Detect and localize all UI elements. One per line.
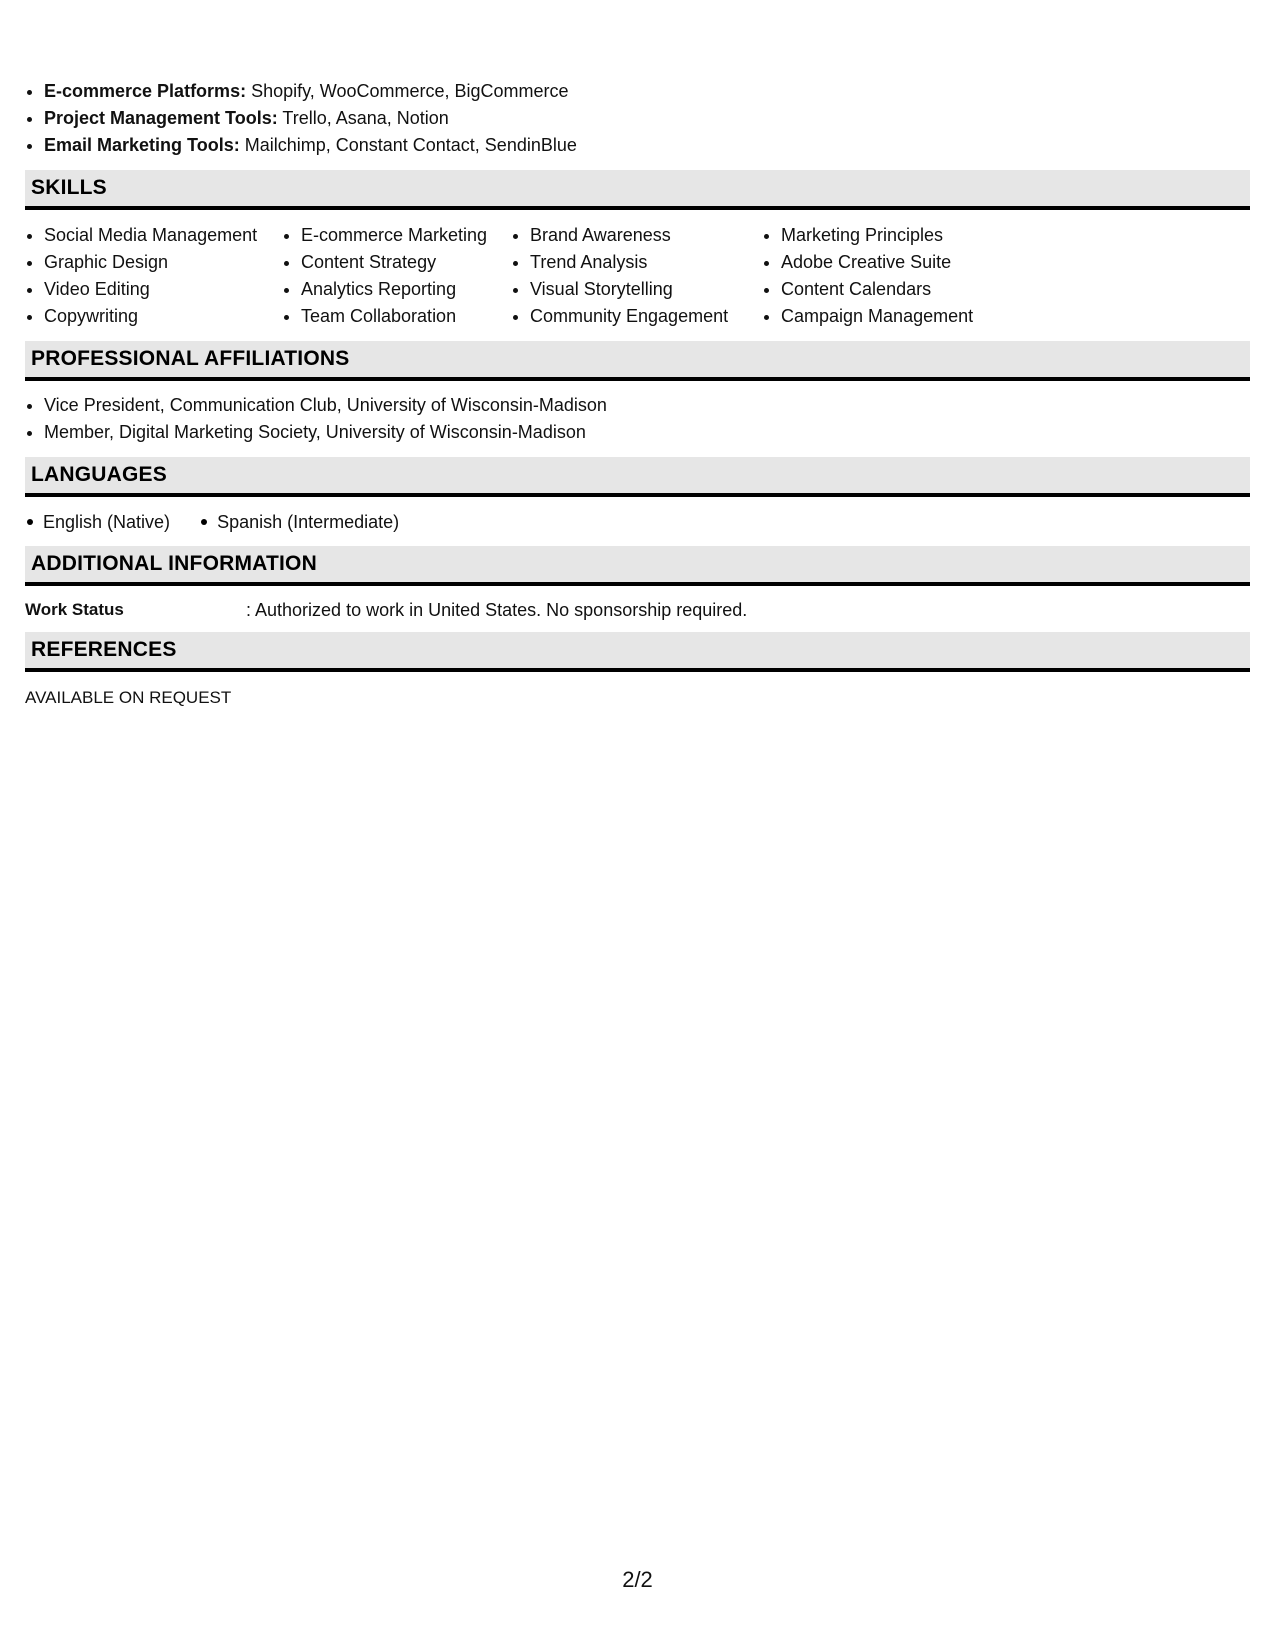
list-item: • Brand Awareness [530, 222, 728, 249]
section-title: PROFESSIONAL AFFILIATIONS [31, 347, 350, 370]
section-header-skills [25, 170, 1250, 210]
language-label: English (Native) [43, 512, 171, 532]
skills-column [762, 222, 973, 330]
languages-list [25, 509, 423, 536]
list-item [199, 509, 399, 536]
section-header-languages [25, 457, 1250, 497]
tool-value: Mailchimp, Constant Contact, SendinBlue [239, 135, 577, 155]
list-item [44, 132, 577, 159]
list-item: • Vice President, Communication Club, University of Wisconsin-Madison [44, 392, 607, 419]
tool-label: Project Management Tools: [44, 108, 278, 128]
section-header-affiliations [25, 341, 1250, 381]
list-item [44, 105, 577, 132]
list-item: • Adobe Creative Suite [781, 249, 973, 276]
references-text: AVAILABLE ON REQUEST [25, 688, 232, 707]
section-title: ADDITIONAL INFORMATION [31, 552, 317, 575]
section-title: LANGUAGES [31, 463, 167, 486]
skills-column [25, 222, 257, 330]
list-item: • Community Engagement [530, 303, 728, 330]
list-item: • Content Calendars [781, 276, 973, 303]
list-item [44, 78, 577, 105]
list-item: • Analytics Reporting [301, 276, 487, 303]
list-item: • Trend Analysis [530, 249, 728, 276]
work-status-value: : Authorized to work in United States. No sponsorship required. [246, 600, 748, 620]
tool-label: Email Marketing Tools: [44, 135, 240, 155]
list-item: • Video Editing [44, 276, 257, 303]
section-title: SKILLS [31, 176, 107, 199]
list-item [25, 509, 170, 536]
language-label: Spanish (Intermediate) [217, 512, 400, 532]
tool-value: Trello, Asana, Notion [277, 108, 449, 128]
list-item: • Graphic Design [44, 249, 257, 276]
skills-column [282, 222, 487, 330]
tool-label: E-commerce Platforms: [44, 81, 247, 101]
work-status-label: Work Status [25, 600, 124, 619]
list-item: • Campaign Management [781, 303, 973, 330]
skills-column [511, 222, 728, 330]
list-item: • Copywriting [44, 303, 257, 330]
tools-list [25, 78, 577, 159]
list-item: • Social Media Management [44, 222, 257, 249]
list-item: • Content Strategy [301, 249, 487, 276]
affiliations-list [25, 392, 607, 446]
section-header-additional [25, 546, 1250, 586]
list-item: • Visual Storytelling [530, 276, 728, 303]
section-title: REFERENCES [31, 638, 177, 661]
bullet-icon [201, 519, 207, 525]
list-item: • Marketing Principles [781, 222, 973, 249]
list-item: • Member, Digital Marketing Society, University of Wisconsin-Madison [44, 419, 607, 446]
list-item: • E-commerce Marketing [301, 222, 487, 249]
tool-value: Shopify, WooCommerce, BigCommerce [246, 81, 569, 101]
section-header-references [25, 632, 1250, 672]
skills-grid [25, 222, 1250, 334]
page-number: 2/2 [622, 1567, 653, 1592]
list-item: • Team Collaboration [301, 303, 487, 330]
bullet-icon [27, 519, 33, 525]
